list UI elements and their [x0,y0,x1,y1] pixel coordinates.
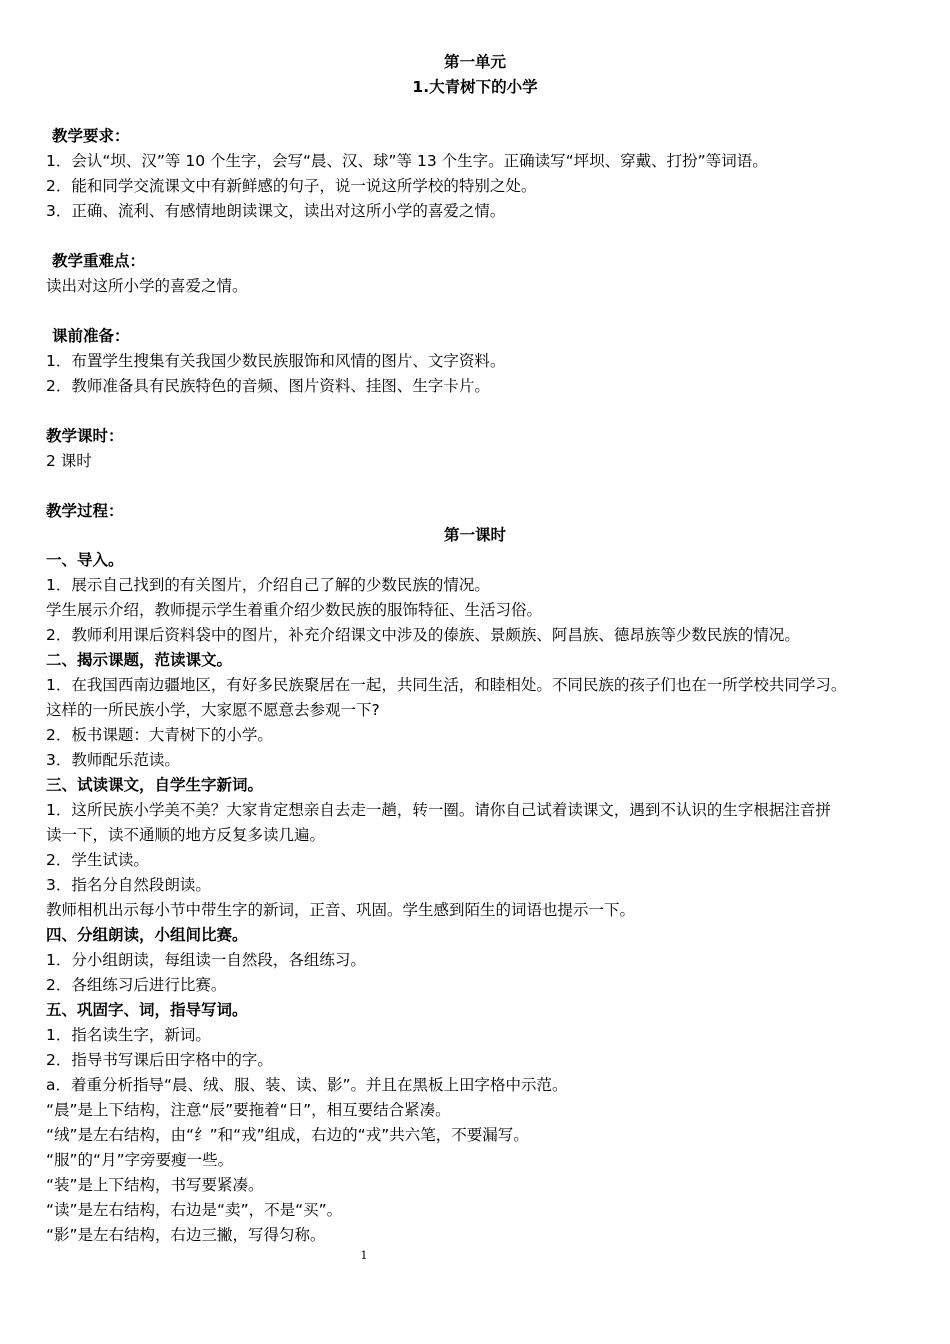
section-line: 这样的一所民族小学，大家愿不愿意去参观一下? [46,701,380,719]
section-line: 2．学生试读。 [46,851,149,869]
requirement-item: 2．能和同学交流课文中有新鲜感的句子，说一说这所学校的特别之处。 [46,177,537,195]
unit-title: 第一单元 [443,53,506,71]
section-line: 1．展示自己找到的有关图片，介绍自己了解的少数民族的情况。 [46,576,490,594]
section-title: 一、导入。 [46,551,124,569]
section-line: 学生展示介绍，教师提示学生着重介绍少数民族的服饰特征、生活习俗。 [46,601,543,619]
section-line: 3．指名分自然段朗读。 [46,876,211,894]
section-line: “绒”是左右结构，由“纟”和“戎”组成，右边的“戎”共六笔，不要漏写。 [46,1126,529,1144]
section-line: “服”的“月”字旁要瘦一些。 [46,1151,234,1169]
class-hours-text: 2 课时 [46,452,92,470]
requirements-heading: 教学要求： [52,127,130,145]
requirement-item: 3．正确、流利、有感情地朗读课文，读出对这所小学的喜爱之情。 [46,202,506,220]
section-title: 三、试读课文，自学生字新词。 [46,776,264,794]
section-line: “影”是左右结构，右边三撇，写得匀称。 [46,1226,326,1244]
preparation-heading: 课前准备： [52,327,130,345]
preparation-item: 1．布置学生搜集有关我国少数民族服饰和风情的图片、文字资料。 [46,352,506,370]
section-line: 2．板书课题：大青树下的小学。 [46,726,273,744]
section-line: a．着重分析指导“晨、绒、服、装、读、影”。并且在黑板上田字格中示范。 [46,1076,568,1094]
page-number: 1 [360,1249,368,1262]
section-line: 教师相机出示每小节中带生字的新词，正音、巩固。学生感到陌生的词语也提示一下。 [46,901,636,919]
section-line: 2．指导书写课后田字格中的字。 [46,1051,273,1069]
requirement-item: 1．会认“坝、汉”等 10 个生字，会写“晨、汉、球”等 13 个生字。正确读写“坪坝、穿戴、打扮”等词语。 [46,152,768,170]
section-line: 3．教师配乐范读。 [46,751,180,769]
section-title: 二、揭示课题，范读课文。 [46,651,233,669]
section-line: 读一下，读不通顺的地方反复多读几遍。 [46,826,326,844]
period-title: 第一课时 [443,526,506,544]
lesson-title: 1.大青树下的小学 [412,78,538,96]
section-line: 2．各组练习后进行比赛。 [46,976,227,994]
preparation-item: 2．教师准备具有民族特色的音频、图片资料、挂图、生字卡片。 [46,377,490,395]
process-heading: 教学过程： [46,502,124,520]
section-line: 1．这所民族小学美不美？大家肯定想亲自去走一趟，转一圈。请你自己试着读课文，遇到不认识的生字根据注音拼 [46,801,831,819]
key-points-text: 读出对这所小学的喜爱之情。 [46,277,248,295]
section-title: 四、分组朗读，小组间比赛。 [46,926,248,944]
section-line: 1．指名读生字，新词。 [46,1026,211,1044]
key-points-heading: 教学重难点： [52,252,146,270]
section-line: “读”是左右结构，右边是“卖”，不是“买”。 [46,1201,343,1219]
section-line: 2．教师利用课后资料袋中的图片，补充介绍课文中涉及的傣族、景颇族、阿昌族、德昂族等少数民族的情况。 [46,626,800,644]
section-line: 1．在我国西南边疆地区，有好多民族聚居在一起，共同生活，和睦相处。不同民族的孩子们也在一所学校共同学习。 [46,676,847,694]
section-line: “装”是上下结构，书写要紧凑。 [46,1176,264,1194]
section-title: 五、巩固字、词，指导写词。 [46,1001,248,1019]
class-hours-heading: 教学课时： [46,427,124,445]
section-line: “晨”是上下结构，注意“辰”要拖着“日”，相互要结合紧凑。 [46,1101,451,1119]
section-line: 1．分小组朗读，每组读一自然段，各组练习。 [46,951,366,969]
